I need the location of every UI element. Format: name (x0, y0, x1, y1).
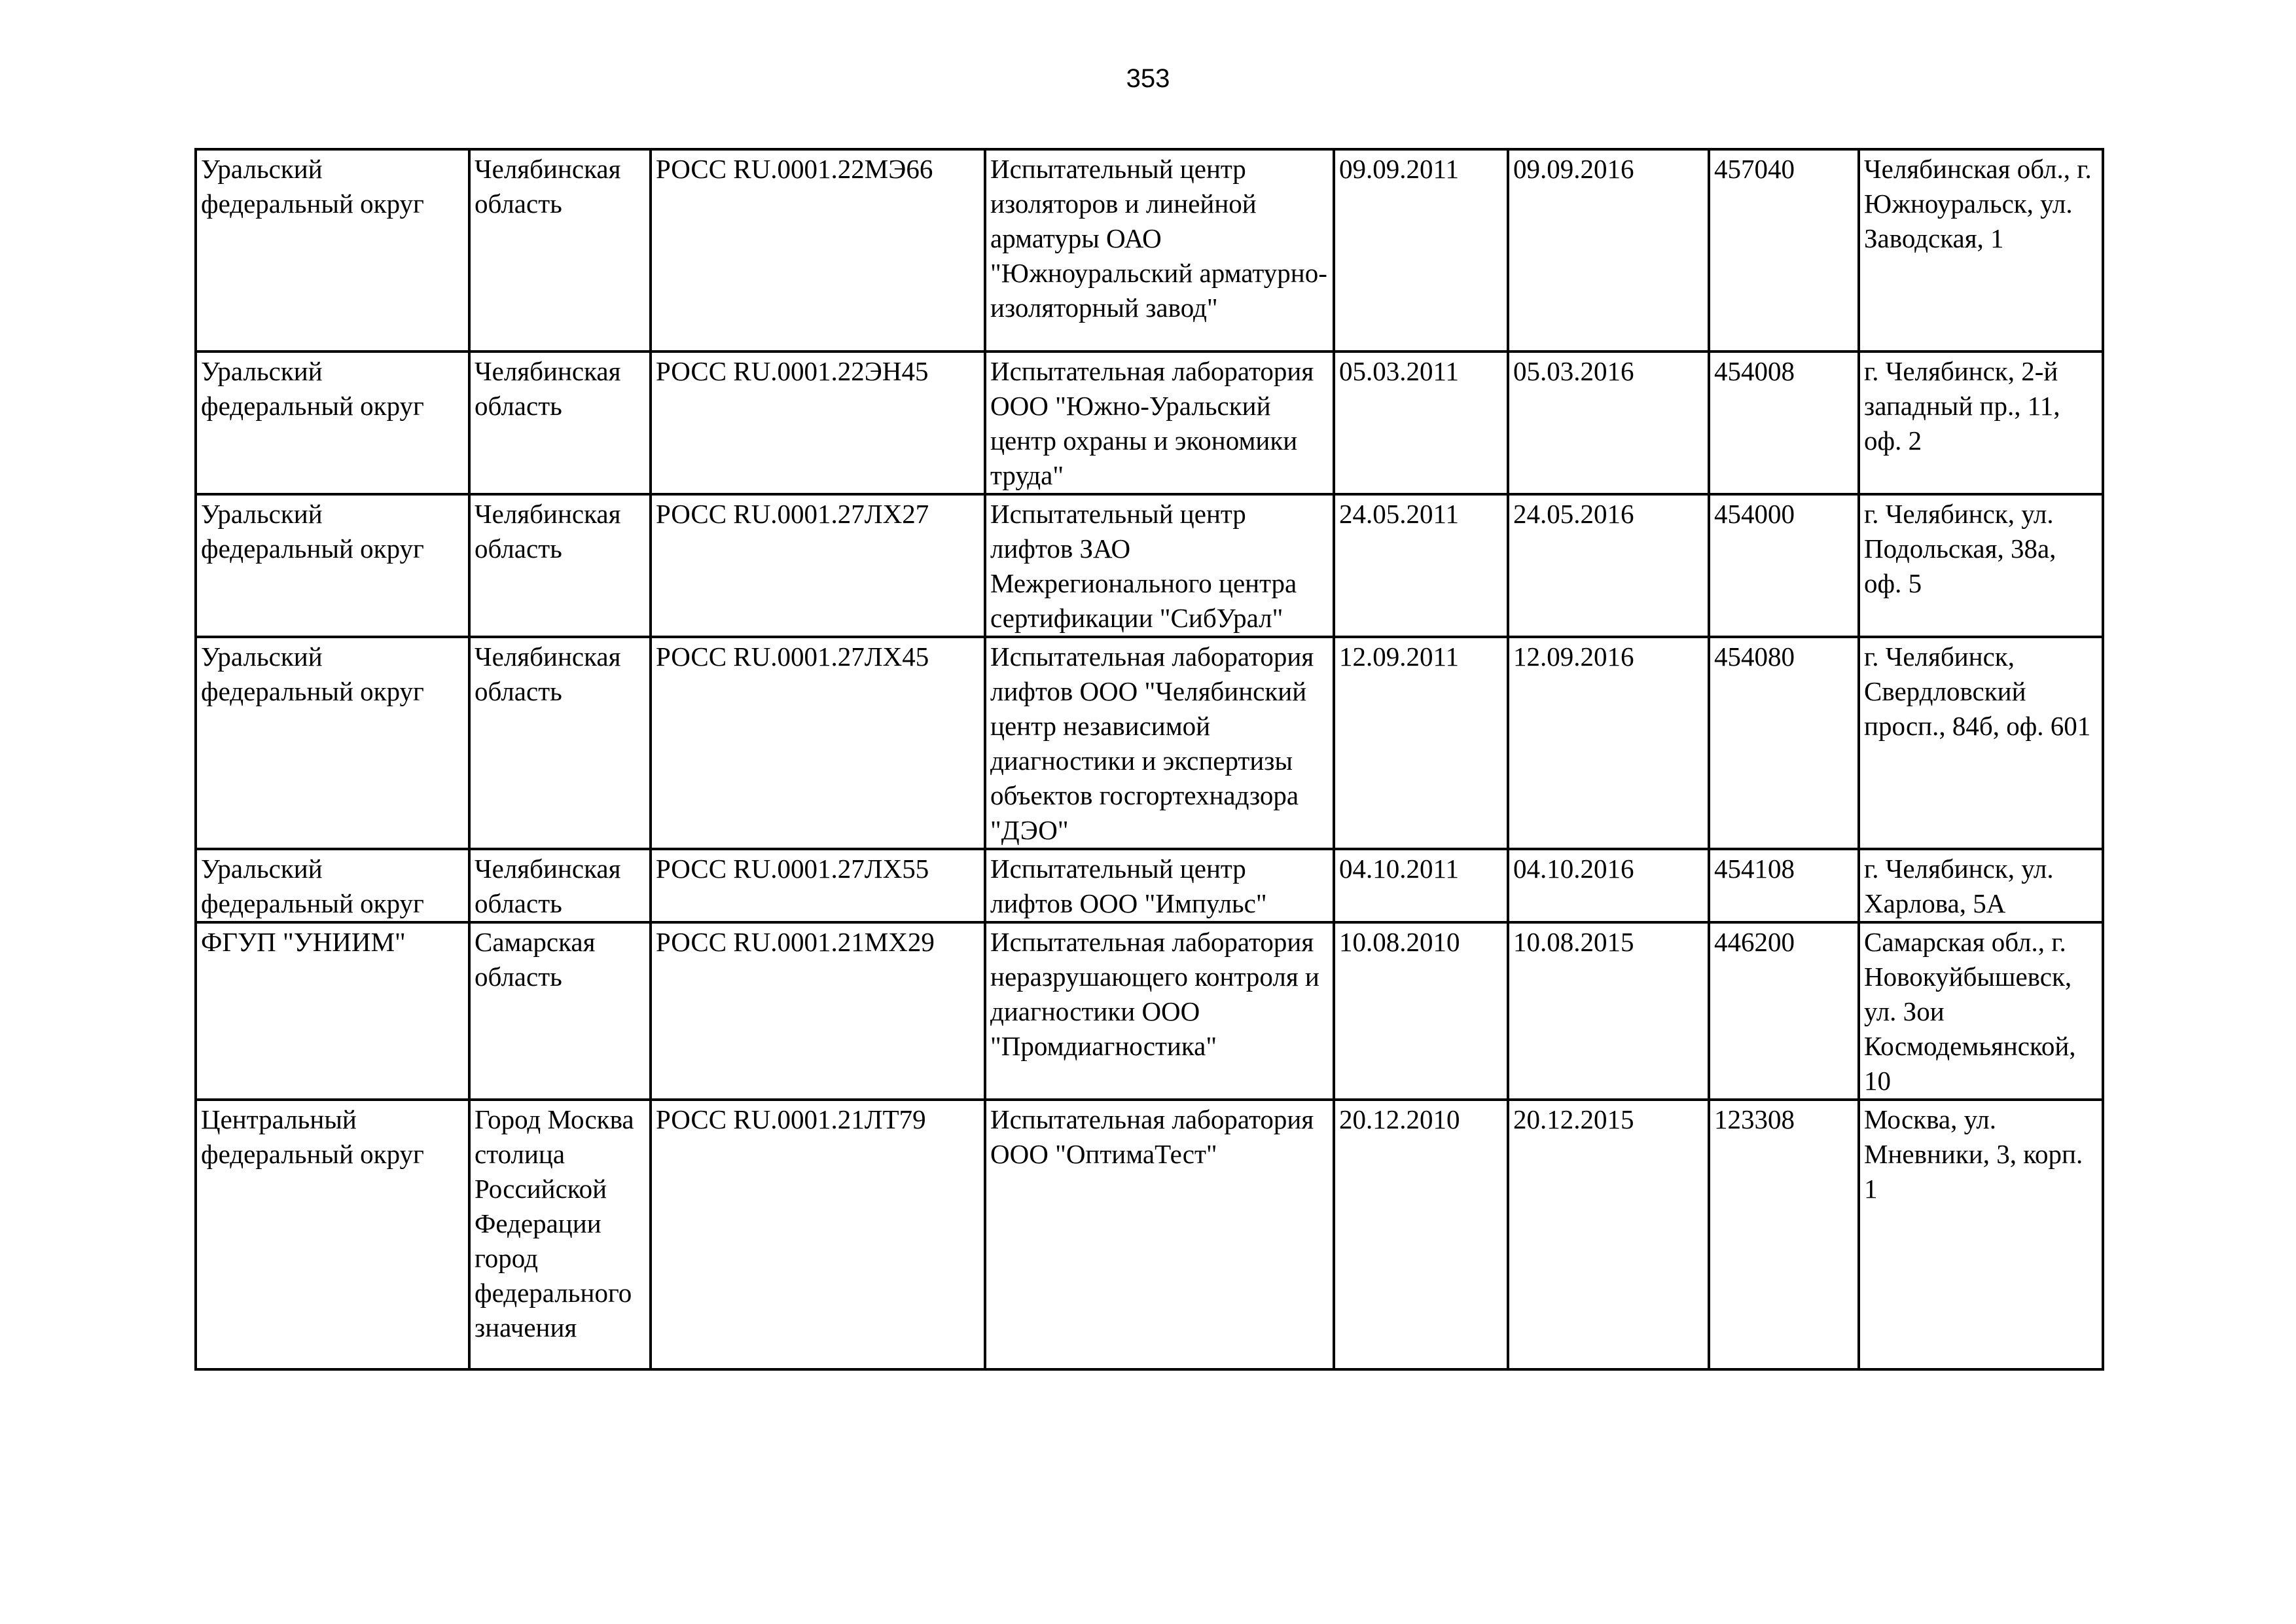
address-cell: Самарская обл., г. Новокуйбышевск, ул. Зои Космодемьянской, 10 (1859, 922, 2103, 1100)
date-from-cell: 20.12.2010 (1334, 1100, 1508, 1369)
organization-name-cell: Испытательная лаборатория неразрушающего контроля и диагностики ООО "Промдиагностика" (985, 922, 1334, 1100)
table-row (196, 637, 2103, 849)
postcode-cell: 446200 (1709, 922, 1859, 1100)
date-to-cell: 24.05.2016 (1508, 494, 1709, 637)
organization-name-cell: Испытательная лаборатория ООО "Южно-Уральский центр охраны и экономики труда" (985, 352, 1334, 494)
postcode-cell: 454000 (1709, 494, 1859, 637)
district-cell: Уральский федеральный округ (196, 149, 469, 352)
table-row (196, 922, 2103, 1100)
date-to-cell: 04.10.2016 (1508, 849, 1709, 922)
certificate-cell: РОСС RU.0001.21ЛТ79 (651, 1100, 985, 1369)
region-cell: Челябинская область (469, 849, 651, 922)
date-from-cell: 10.08.2010 (1334, 922, 1508, 1100)
date-from-cell: 04.10.2011 (1334, 849, 1508, 922)
district-cell: Уральский федеральный округ (196, 352, 469, 494)
page-number: 353 (1126, 64, 1170, 93)
region-cell: Челябинская область (469, 149, 651, 352)
region-cell: Челябинская область (469, 637, 651, 849)
district-cell: ФГУП "УНИИМ" (196, 922, 469, 1100)
certificate-cell: РОСС RU.0001.27ЛХ27 (651, 494, 985, 637)
date-from-cell: 09.09.2011 (1334, 149, 1508, 352)
table-row (196, 849, 2103, 922)
certificate-cell: РОСС RU.0001.27ЛХ45 (651, 637, 985, 849)
district-cell: Уральский федеральный округ (196, 637, 469, 849)
organization-name-cell: Испытательный центр изоляторов и линейной арматуры ОАО "Южноуральский арматурно-изоляторный завод" (985, 149, 1334, 352)
region-cell: Челябинская область (469, 352, 651, 494)
date-from-cell: 12.09.2011 (1334, 637, 1508, 849)
table-row (196, 494, 2103, 637)
region-cell: Челябинская область (469, 494, 651, 637)
address-cell: г. Челябинск, 2-й западный пр., 11, оф. 2 (1859, 352, 2103, 494)
certificate-cell: РОСС RU.0001.22МЭ66 (651, 149, 985, 352)
postcode-cell: 454108 (1709, 849, 1859, 922)
postcode-cell: 454008 (1709, 352, 1859, 494)
postcode-cell: 123308 (1709, 1100, 1859, 1369)
address-cell: Челябинская обл., г. Южноуральск, ул. Заводская, 1 (1859, 149, 2103, 352)
address-cell: г. Челябинск, ул. Харлова, 5А (1859, 849, 2103, 922)
organization-name-cell: Испытательная лаборатория лифтов ООО "Челябинский центр независимой диагностики и экспертизы объектов госгортехнадзора "ДЭО" (985, 637, 1334, 849)
region-cell: Самарская область (469, 922, 651, 1100)
certificate-cell: РОСС RU.0001.27ЛХ55 (651, 849, 985, 922)
district-cell: Уральский федеральный округ (196, 849, 469, 922)
region-cell: Город Москва столица Российской Федерации город федерального значения (469, 1100, 651, 1369)
table-row (196, 352, 2103, 494)
date-to-cell: 05.03.2016 (1508, 352, 1709, 494)
address-cell: г. Челябинск, Свердловский просп., 84б, оф. 601 (1859, 637, 2103, 849)
address-cell: Москва, ул. Мневники, 3, корп. 1 (1859, 1100, 2103, 1369)
address-cell: г. Челябинск, ул. Подольская, 38а, оф. 5 (1859, 494, 2103, 637)
date-to-cell: 12.09.2016 (1508, 637, 1709, 849)
table-row (196, 149, 2103, 352)
district-cell: Уральский федеральный округ (196, 494, 469, 637)
district-cell: Центральный федеральный округ (196, 1100, 469, 1369)
table-row (196, 1100, 2103, 1369)
postcode-cell: 454080 (1709, 637, 1859, 849)
certificate-cell: РОСС RU.0001.22ЭН45 (651, 352, 985, 494)
certificate-cell: РОСС RU.0001.21МХ29 (651, 922, 985, 1100)
date-to-cell: 20.12.2015 (1508, 1100, 1709, 1369)
registry-table (194, 148, 2104, 1371)
date-from-cell: 24.05.2011 (1334, 494, 1508, 637)
postcode-cell: 457040 (1709, 149, 1859, 352)
organization-name-cell: Испытательный центр лифтов ЗАО Межрегионального центра сертификации "СибУрал" (985, 494, 1334, 637)
organization-name-cell: Испытательная лаборатория ООО "ОптимаТест" (985, 1100, 1334, 1369)
date-from-cell: 05.03.2011 (1334, 352, 1508, 494)
date-to-cell: 09.09.2016 (1508, 149, 1709, 352)
organization-name-cell: Испытательный центр лифтов ООО "Импульс" (985, 849, 1334, 922)
date-to-cell: 10.08.2015 (1508, 922, 1709, 1100)
